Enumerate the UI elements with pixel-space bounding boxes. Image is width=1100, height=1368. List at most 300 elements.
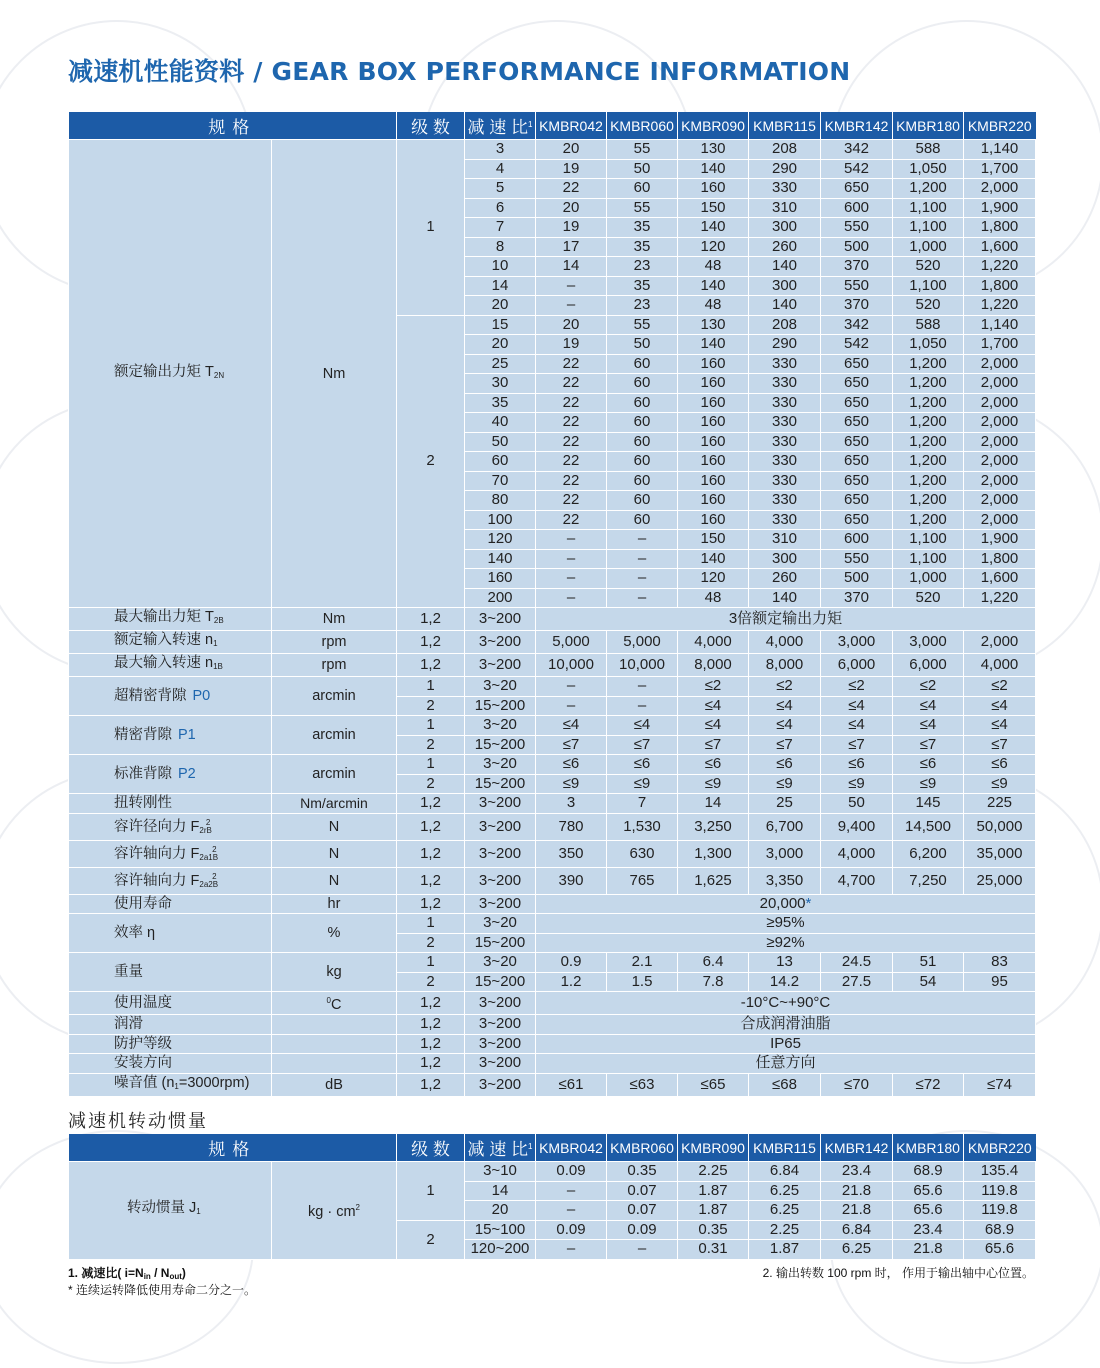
stage-cell: 1,2 xyxy=(397,1073,465,1096)
value-cell: 310 xyxy=(749,530,821,550)
life-value: 20,000* xyxy=(536,894,1036,914)
ratio-cell: 3~200 xyxy=(465,654,536,677)
ratio-cell: 8 xyxy=(465,237,536,257)
value-cell: 1,200 xyxy=(893,179,964,199)
value-cell: 4,000 xyxy=(964,654,1036,677)
value-cell: ≤6 xyxy=(893,755,964,775)
stage-cell: 1,2 xyxy=(397,867,465,894)
value-cell: ≤63 xyxy=(607,1073,678,1096)
value-cell: 650 xyxy=(821,432,893,452)
value-cell: 2,000 xyxy=(964,452,1036,472)
value-cell: 60 xyxy=(607,510,678,530)
value-cell: 60 xyxy=(607,179,678,199)
value-cell: 1.87 xyxy=(678,1181,749,1201)
value-cell: – xyxy=(607,569,678,589)
header-model: KMBR042 xyxy=(536,112,607,140)
value-cell: 25,000 xyxy=(964,867,1036,894)
header-model: KMBR060 xyxy=(607,1134,678,1162)
value-cell: 1.2 xyxy=(536,972,607,992)
max-torque-label: 最大输出力矩 $T_{2B}$ xyxy=(69,608,272,631)
value-cell: 13 xyxy=(749,953,821,973)
value-cell: – xyxy=(607,588,678,608)
value-cell: 290 xyxy=(749,335,821,355)
stage-cell: 1,2 xyxy=(397,992,465,1015)
torsional-stiffness-unit: Nm/arcmin xyxy=(272,794,397,814)
value-cell: 330 xyxy=(749,432,821,452)
value-cell: 1,200 xyxy=(893,393,964,413)
stage-cell: 2 xyxy=(397,696,465,716)
value-cell: ≤2 xyxy=(821,677,893,697)
value-cell: ≤4 xyxy=(678,716,749,736)
value-cell: 160 xyxy=(678,354,749,374)
value-cell: 4,700 xyxy=(821,867,893,894)
value-cell: 60 xyxy=(607,452,678,472)
page-title: 减速机性能资料 / GEAR BOX PERFORMANCE INFORMATION xyxy=(68,57,851,86)
value-cell: 650 xyxy=(821,413,893,433)
value-cell: 630 xyxy=(607,840,678,867)
header-model: KMBR180 xyxy=(893,1134,964,1162)
value-cell: 370 xyxy=(821,257,893,277)
table-row xyxy=(69,813,1036,840)
value-cell: – xyxy=(536,1240,607,1260)
value-cell: 1,600 xyxy=(964,237,1036,257)
max-speed-unit: rpm xyxy=(272,654,397,677)
value-cell: ≤4 xyxy=(536,716,607,736)
value-cell: 310 xyxy=(749,198,821,218)
value-cell: 500 xyxy=(821,569,893,589)
ratio-cell: 15 xyxy=(465,315,536,335)
value-cell: ≤72 xyxy=(893,1073,964,1096)
value-cell: 600 xyxy=(821,198,893,218)
value-cell: 160 xyxy=(678,179,749,199)
value-cell: 140 xyxy=(749,296,821,316)
value-cell: ≤7 xyxy=(964,735,1036,755)
ratio-cell: 3~20 xyxy=(465,677,536,697)
value-cell: 780 xyxy=(536,813,607,840)
ratio-cell: 20 xyxy=(465,296,536,316)
value-cell: 14 xyxy=(536,257,607,277)
value-cell: 5,000 xyxy=(607,631,678,654)
value-cell: 2,000 xyxy=(964,510,1036,530)
value-cell: 1,000 xyxy=(893,237,964,257)
ratio-cell: 50 xyxy=(465,432,536,452)
temperature-label: 使用温度 xyxy=(69,992,272,1015)
value-cell: 520 xyxy=(893,296,964,316)
value-cell: ≤7 xyxy=(678,735,749,755)
value-cell: 330 xyxy=(749,354,821,374)
value-cell: 650 xyxy=(821,179,893,199)
value-cell: 650 xyxy=(821,452,893,472)
ratio-cell: 3~200 xyxy=(465,1015,536,1035)
note-ratio: 1. 减速比( $i=N_{in} / N_{out}$) xyxy=(68,1266,186,1281)
value-cell: 140 xyxy=(678,159,749,179)
ratio-cell: 80 xyxy=(465,491,536,511)
stage-cell: 1,2 xyxy=(397,794,465,814)
table-row xyxy=(69,953,1036,973)
value-cell: 135.4 xyxy=(964,1162,1036,1182)
value-cell: 1,600 xyxy=(964,569,1036,589)
performance-table xyxy=(68,112,1036,1097)
value-cell: ≤6 xyxy=(749,755,821,775)
value-cell: 1,800 xyxy=(964,549,1036,569)
value-cell: 60 xyxy=(607,413,678,433)
ratio-cell: 3~20 xyxy=(465,755,536,775)
value-cell: 22 xyxy=(536,354,607,374)
value-cell: 765 xyxy=(607,867,678,894)
axial-force-1-unit: N xyxy=(272,840,397,867)
table-row xyxy=(69,1073,1036,1096)
stage-1: 1 xyxy=(397,140,465,316)
value-cell: 370 xyxy=(821,588,893,608)
weight-unit: kg xyxy=(272,953,397,992)
stage-cell: 2 xyxy=(397,735,465,755)
value-cell: – xyxy=(536,696,607,716)
value-cell: – xyxy=(607,549,678,569)
value-cell: 550 xyxy=(821,276,893,296)
value-cell: 2.1 xyxy=(607,953,678,973)
value-cell: 1,000 xyxy=(893,569,964,589)
value-cell: – xyxy=(536,569,607,589)
value-cell: ≤7 xyxy=(536,735,607,755)
value-cell: 14.2 xyxy=(749,972,821,992)
header-spec: 规格 xyxy=(69,1134,397,1162)
value-cell: ≤9 xyxy=(964,774,1036,794)
value-cell: 1,100 xyxy=(893,276,964,296)
ratio-cell: 60 xyxy=(465,452,536,472)
value-cell: 3 xyxy=(536,794,607,814)
value-cell: 1,100 xyxy=(893,549,964,569)
value-cell: 160 xyxy=(678,471,749,491)
value-cell: ≤65 xyxy=(678,1073,749,1096)
header-model: KMBR090 xyxy=(678,112,749,140)
ratio-cell: 70 xyxy=(465,471,536,491)
value-cell: 6,200 xyxy=(893,840,964,867)
value-cell: 1,050 xyxy=(893,159,964,179)
ratio-cell: 3~200 xyxy=(465,608,536,631)
value-cell: 500 xyxy=(821,237,893,257)
value-cell: 25 xyxy=(749,794,821,814)
value-cell: 650 xyxy=(821,491,893,511)
value-cell: 3,250 xyxy=(678,813,749,840)
ratio-cell: 6 xyxy=(465,198,536,218)
stage-1: 1 xyxy=(397,1162,465,1221)
value-cell: 330 xyxy=(749,413,821,433)
table-row xyxy=(69,677,1036,697)
value-cell: 4,000 xyxy=(749,631,821,654)
value-cell: 35 xyxy=(607,276,678,296)
life-unit: hr xyxy=(272,894,397,914)
value-cell: 650 xyxy=(821,510,893,530)
value-cell: 140 xyxy=(678,549,749,569)
value-cell: 1.5 xyxy=(607,972,678,992)
value-cell: 1,220 xyxy=(964,588,1036,608)
value-cell: 1,200 xyxy=(893,374,964,394)
stage-cell: 1,2 xyxy=(397,608,465,631)
value-cell: 0.07 xyxy=(607,1181,678,1201)
table-row xyxy=(69,1162,1036,1182)
value-cell: 2.25 xyxy=(749,1220,821,1240)
ratio-cell: 3~20 xyxy=(465,953,536,973)
value-cell: 9,400 xyxy=(821,813,893,840)
value-cell: 2,000 xyxy=(964,393,1036,413)
value-cell: 520 xyxy=(893,257,964,277)
ratio-cell: 20 xyxy=(465,335,536,355)
protection-label: 防护等级 xyxy=(69,1034,272,1054)
table-row xyxy=(69,1054,1036,1074)
value-cell: 330 xyxy=(749,491,821,511)
stage-cell: 1 xyxy=(397,677,465,697)
value-cell: ≤4 xyxy=(749,716,821,736)
value-cell: 5,000 xyxy=(536,631,607,654)
table-header xyxy=(69,112,1036,140)
value-cell: 22 xyxy=(536,393,607,413)
backlash-unit: arcmin xyxy=(272,677,397,716)
value-cell: 27.5 xyxy=(821,972,893,992)
stage-2: 2 xyxy=(397,315,465,608)
value-cell: 542 xyxy=(821,335,893,355)
header-stage: 级 数 xyxy=(397,112,465,140)
value-cell: 1,220 xyxy=(964,296,1036,316)
noise-unit: dB xyxy=(272,1073,397,1096)
ratio-cell: 160 xyxy=(465,569,536,589)
note-output-speed: 2. 输出转数 100 rpm 时， 作用于输出轴中心位置。 xyxy=(762,1266,1034,1280)
stage-cell: 1,2 xyxy=(397,813,465,840)
stage-cell: 1 xyxy=(397,755,465,775)
mounting-value: 任意方向 xyxy=(536,1054,1036,1074)
value-cell: 21.8 xyxy=(821,1181,893,1201)
table-row xyxy=(69,867,1036,894)
ratio-cell: 3~200 xyxy=(465,813,536,840)
value-cell: 35,000 xyxy=(964,840,1036,867)
value-cell: – xyxy=(536,588,607,608)
value-cell: 119.8 xyxy=(964,1201,1036,1221)
header-model: KMBR042 xyxy=(536,1134,607,1162)
ratio-cell: 3~200 xyxy=(465,894,536,914)
value-cell: 150 xyxy=(678,530,749,550)
value-cell: 23.4 xyxy=(821,1162,893,1182)
ratio-cell: 3~200 xyxy=(465,1073,536,1096)
value-cell: 290 xyxy=(749,159,821,179)
value-cell: 130 xyxy=(678,315,749,335)
value-cell: 68.9 xyxy=(964,1220,1036,1240)
value-cell: 140 xyxy=(749,588,821,608)
stage-cell: 1 xyxy=(397,914,465,934)
table-row xyxy=(69,1015,1036,1035)
value-cell: 3,350 xyxy=(749,867,821,894)
value-cell: 588 xyxy=(893,315,964,335)
value-cell: 21.8 xyxy=(893,1240,964,1260)
value-cell: 50,000 xyxy=(964,813,1036,840)
ratio-cell: 3~20 xyxy=(465,914,536,934)
value-cell: 60 xyxy=(607,491,678,511)
table-header xyxy=(69,1134,1036,1162)
value-cell: 55 xyxy=(607,315,678,335)
value-cell: – xyxy=(607,677,678,697)
header-ratio: 减 速 比$^1$ xyxy=(465,1134,536,1162)
value-cell: 330 xyxy=(749,510,821,530)
value-cell: 1,200 xyxy=(893,491,964,511)
protection-value: IP65 xyxy=(536,1034,1036,1054)
protection-unit xyxy=(272,1034,397,1054)
value-cell: 1,300 xyxy=(678,840,749,867)
value-cell: 120 xyxy=(678,237,749,257)
value-cell: 140 xyxy=(749,257,821,277)
rated-torque-label: 额定输出力矩 $T_{2N}$ xyxy=(69,140,272,608)
table-row xyxy=(69,755,1036,775)
value-cell: 60 xyxy=(607,432,678,452)
ratio-cell: 5 xyxy=(465,179,536,199)
value-cell: 68.9 xyxy=(893,1162,964,1182)
value-cell: 0.35 xyxy=(678,1220,749,1240)
temperature-value: -10°C~+90°C xyxy=(536,992,1036,1015)
value-cell: 19 xyxy=(536,218,607,238)
value-cell: 83 xyxy=(964,953,1036,973)
value-cell: 208 xyxy=(749,140,821,160)
weight-label: 重量 xyxy=(69,953,272,992)
value-cell: 3,000 xyxy=(749,840,821,867)
stage-cell: 1,2 xyxy=(397,1034,465,1054)
stage-cell: 1,2 xyxy=(397,654,465,677)
life-label: 使用寿命 xyxy=(69,894,272,914)
table-row xyxy=(69,914,1036,934)
value-cell: 3,000 xyxy=(893,631,964,654)
value-cell: 0.35 xyxy=(607,1162,678,1182)
stage-cell: 2 xyxy=(397,933,465,953)
value-cell: 54 xyxy=(893,972,964,992)
value-cell: 2,000 xyxy=(964,374,1036,394)
value-cell: 300 xyxy=(749,549,821,569)
backlash-unit: arcmin xyxy=(272,716,397,755)
value-cell: 1,200 xyxy=(893,471,964,491)
value-cell: ≤70 xyxy=(821,1073,893,1096)
max-torque-value: 3倍额定输出力矩 xyxy=(536,608,1036,631)
value-cell: 330 xyxy=(749,452,821,472)
value-cell: 19 xyxy=(536,335,607,355)
mounting-label: 安装方向 xyxy=(69,1054,272,1074)
stage-cell: 1,2 xyxy=(397,631,465,654)
value-cell: 8,000 xyxy=(678,654,749,677)
ratio-cell: 35 xyxy=(465,393,536,413)
value-cell: 22 xyxy=(536,491,607,511)
value-cell: 55 xyxy=(607,140,678,160)
value-cell: 650 xyxy=(821,354,893,374)
value-cell: 650 xyxy=(821,471,893,491)
stage-cell: 1,2 xyxy=(397,1015,465,1035)
backlash-label: 超精密背隙 P0 xyxy=(69,677,272,716)
value-cell: 19 xyxy=(536,159,607,179)
value-cell: 120 xyxy=(678,569,749,589)
lubrication-label: 润滑 xyxy=(69,1015,272,1035)
value-cell: 22 xyxy=(536,179,607,199)
value-cell: 10,000 xyxy=(607,654,678,677)
value-cell: 0.07 xyxy=(607,1201,678,1221)
stage-cell: 1 xyxy=(397,716,465,736)
ratio-cell: 15~200 xyxy=(465,972,536,992)
value-cell: ≤61 xyxy=(536,1073,607,1096)
value-cell: 300 xyxy=(749,276,821,296)
value-cell: 2,000 xyxy=(964,413,1036,433)
ratio-cell: 20 xyxy=(465,1201,536,1221)
value-cell: 4,000 xyxy=(821,840,893,867)
ratio-cell: 15~200 xyxy=(465,774,536,794)
value-cell: 7 xyxy=(607,794,678,814)
value-cell: 6.84 xyxy=(749,1162,821,1182)
ratio-cell: 3~10 xyxy=(465,1162,536,1182)
value-cell: 160 xyxy=(678,432,749,452)
ratio-cell: 4 xyxy=(465,159,536,179)
ratio-cell: 120~200 xyxy=(465,1240,536,1260)
value-cell: ≤6 xyxy=(964,755,1036,775)
value-cell: 1,700 xyxy=(964,159,1036,179)
value-cell: 140 xyxy=(678,276,749,296)
value-cell: 1,200 xyxy=(893,413,964,433)
value-cell: 1,140 xyxy=(964,315,1036,335)
ratio-cell: 100 xyxy=(465,510,536,530)
value-cell: 520 xyxy=(893,588,964,608)
value-cell: 60 xyxy=(607,471,678,491)
value-cell: 22 xyxy=(536,510,607,530)
value-cell: 0.09 xyxy=(536,1162,607,1182)
value-cell: 1,800 xyxy=(964,218,1036,238)
value-cell: 20 xyxy=(536,198,607,218)
value-cell: 330 xyxy=(749,179,821,199)
value-cell: 95 xyxy=(964,972,1036,992)
value-cell: ≤4 xyxy=(678,696,749,716)
mounting-unit xyxy=(272,1054,397,1074)
value-cell: 65.6 xyxy=(964,1240,1036,1260)
value-cell: 650 xyxy=(821,374,893,394)
value-cell: 650 xyxy=(821,393,893,413)
value-cell: 17 xyxy=(536,237,607,257)
ratio-cell: 40 xyxy=(465,413,536,433)
radial-force-unit: N xyxy=(272,813,397,840)
value-cell: ≤4 xyxy=(964,696,1036,716)
header-ratio: 减 速 比$^1$ xyxy=(465,112,536,140)
value-cell: 65.6 xyxy=(893,1181,964,1201)
value-cell: ≤7 xyxy=(821,735,893,755)
table-row xyxy=(69,992,1036,1015)
header-model: KMBR090 xyxy=(678,1134,749,1162)
header-model: KMBR142 xyxy=(821,1134,893,1162)
value-cell: 2,000 xyxy=(964,354,1036,374)
inertia-table xyxy=(68,1134,1036,1260)
ratio-cell: 3~200 xyxy=(465,840,536,867)
inertia-title: 减速机转动惯量 xyxy=(68,1111,208,1131)
value-cell: 55 xyxy=(607,198,678,218)
value-cell: 1,900 xyxy=(964,198,1036,218)
value-cell: ≤4 xyxy=(893,696,964,716)
ratio-cell: 3~20 xyxy=(465,716,536,736)
value-cell: 1,220 xyxy=(964,257,1036,277)
value-cell: 1.87 xyxy=(678,1201,749,1221)
ratio-cell: 3~200 xyxy=(465,631,536,654)
value-cell: 160 xyxy=(678,452,749,472)
value-cell: ≤4 xyxy=(893,716,964,736)
value-cell: ≤6 xyxy=(821,755,893,775)
stage-cell: 1,2 xyxy=(397,840,465,867)
ratio-cell: 3~200 xyxy=(465,867,536,894)
ratio-cell: 3~200 xyxy=(465,794,536,814)
rated-speed-unit: rpm xyxy=(272,631,397,654)
value-cell: 6.84 xyxy=(821,1220,893,1240)
rated-torque-unit: Nm xyxy=(272,140,397,608)
value-cell: 342 xyxy=(821,315,893,335)
value-cell: 4,000 xyxy=(678,631,749,654)
value-cell: 35 xyxy=(607,237,678,257)
ratio-cell: 15~100 xyxy=(465,1220,536,1240)
stage-cell: 2 xyxy=(397,972,465,992)
ratio-cell: 3 xyxy=(465,140,536,160)
